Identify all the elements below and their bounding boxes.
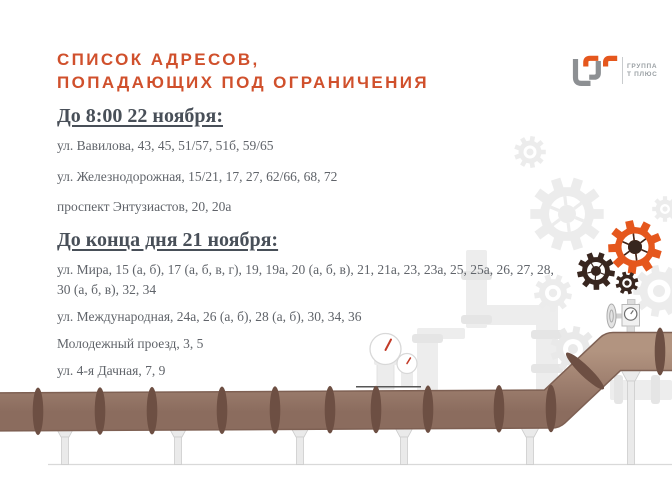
section-until-end-nov21 [57, 228, 557, 381]
address-line: ул. Вавилова, 43, 45, 51/57, 51б, 59/65 [57, 138, 274, 153]
tplus-logo [560, 40, 670, 98]
page-title [57, 48, 429, 95]
valve-assembly [607, 300, 640, 335]
address-line: Молодежный проезд, 3, 5 [57, 335, 204, 351]
address-line: ул. Мира, 15 (а, б), 17 (а, б, в, г), 19, 19а, 20 (а, б, в), 21, 21а, 23, 23а, 25, 25а, 26, 27, 28, 30 (а, б, в), 32, 34 [57, 261, 554, 297]
section-heading: До 8:00 22 ноября: [57, 105, 223, 127]
page-title-line2: ПОПАДАЮЩИХ ПОД ОГРАНИЧЕНИЯ [57, 73, 430, 93]
section-heading: До конца дня 21 ноября: [57, 228, 279, 251]
restriction-lists [57, 104, 557, 388]
page-title-line1: СПИСОК АДРЕСОВ, [57, 50, 260, 69]
logo-company-line1: ГРУППА [627, 63, 658, 70]
section-until-8am-nov22 [57, 104, 557, 217]
logo-company-name [627, 63, 658, 79]
address-line: проспект Энтузиастов, 20, 20а [57, 199, 232, 214]
address-line: ул. 4-я Дачная, 7, 9 [57, 362, 166, 378]
address-line: ул. Международная, 24а, 26 (а, б), 28 (а, б), 30, 34, 36 [57, 308, 362, 324]
logo-divider [622, 57, 623, 84]
tplus-logo-mark [565, 48, 623, 92]
address-line: ул. Железнодорожная, 15/21, 17, 27, 62/66, 68, 72 [57, 168, 338, 184]
logo-company-line2: Т ПЛЮС [627, 71, 658, 78]
